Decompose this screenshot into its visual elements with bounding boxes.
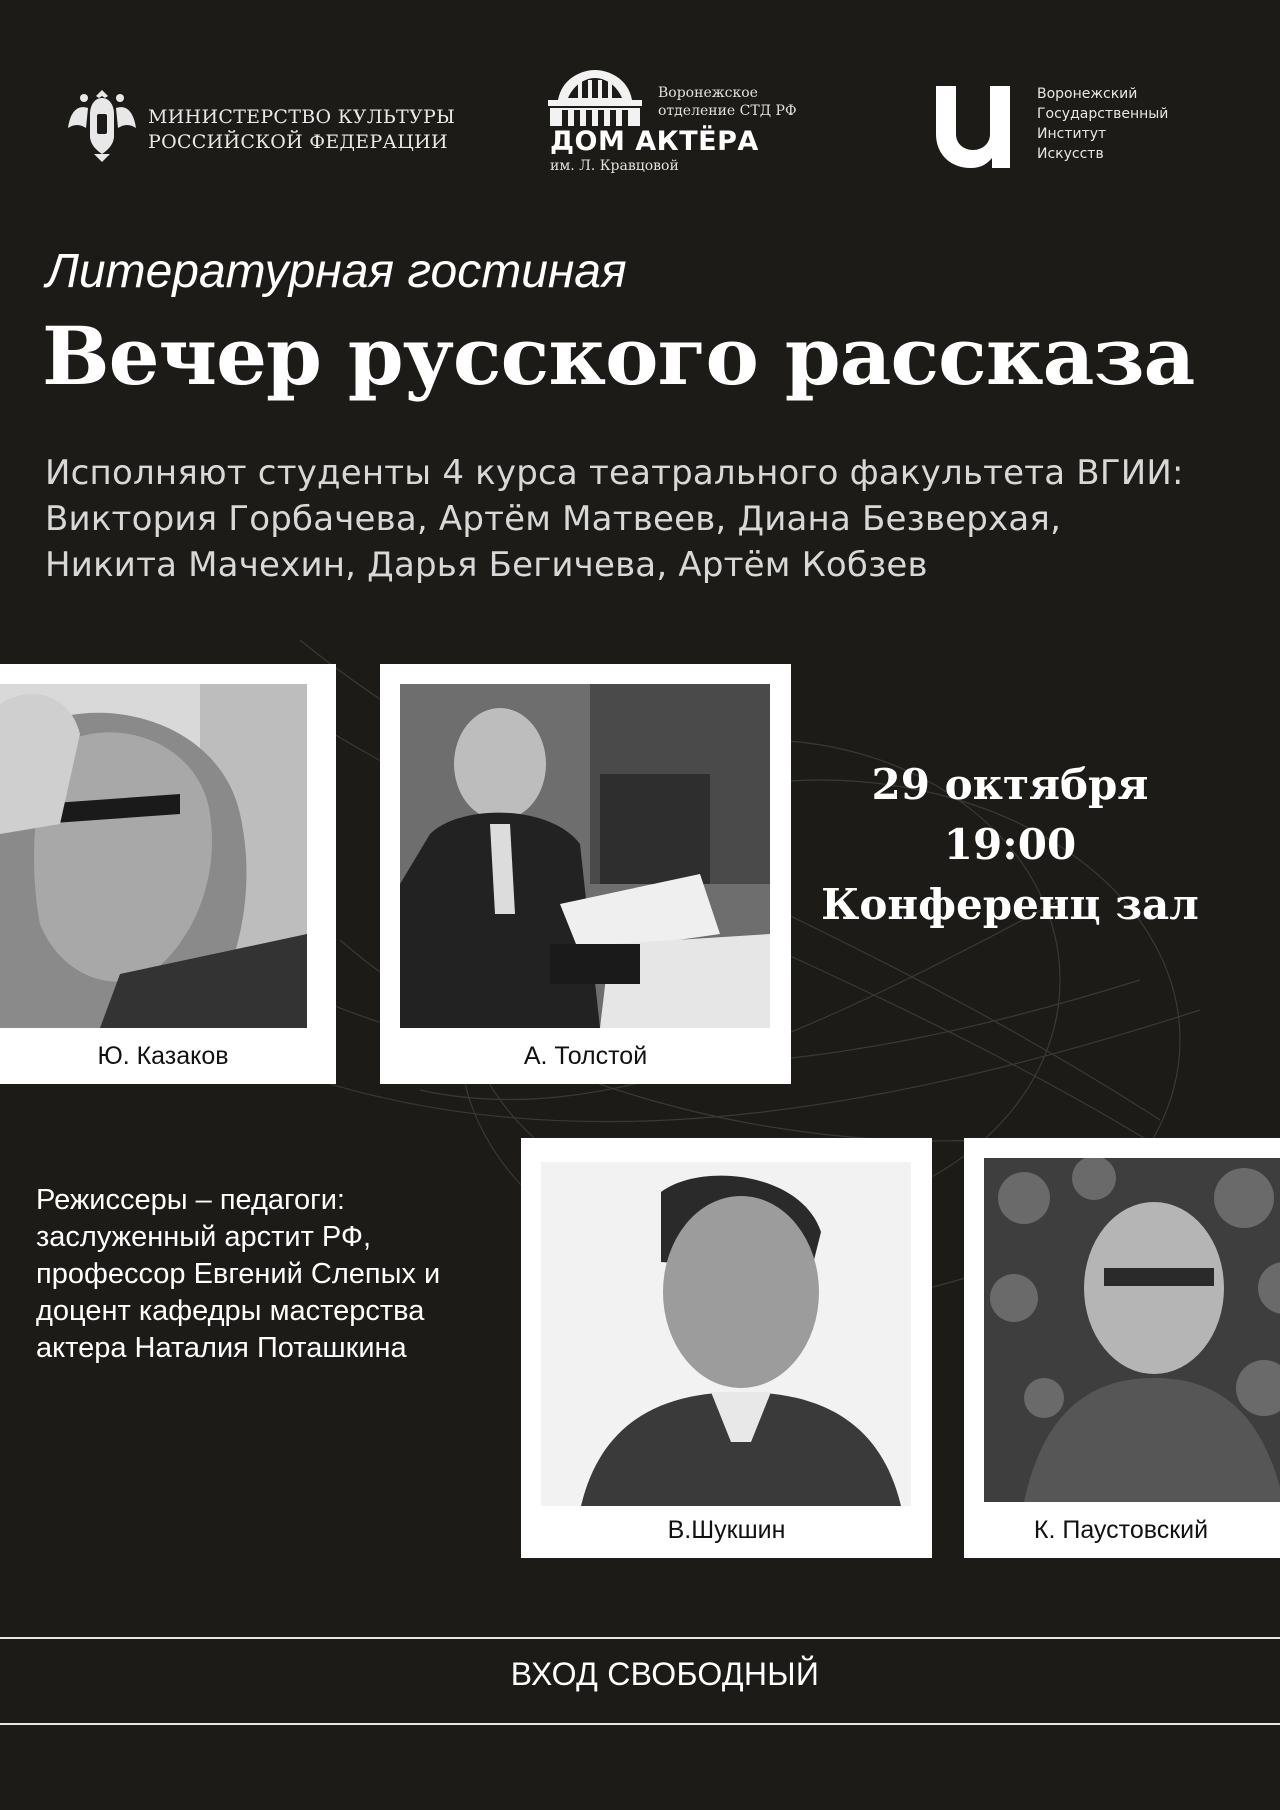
institute-line1: Воронежский [1037,86,1138,102]
performers-line3: Никита Мачехин, Дарья Бегичева, Артём Кобзев [45,545,928,585]
writer-card-kazakov [0,664,336,1084]
institute-name [1037,84,1237,164]
ministry-line2: РОССИЙСКОЙ ФЕДЕРАЦИИ [148,131,448,153]
directors-text [36,1182,516,1367]
directors-line5: актера Наталия Поташкина [36,1332,407,1364]
performers-line2: Виктория Горбачева, Артём Матвеев, Диана Безверхая, [45,499,1062,539]
theatre-building-icon [548,70,642,128]
writer-caption-paustovsky: К. Паустовский [1033,1516,1209,1544]
writer-card-shukshin [521,1138,932,1558]
event-title: Вечер русского рассказа [42,309,1195,403]
event-info [820,755,1200,935]
directors-line4: доцент кафедры мастерства [36,1295,425,1327]
writer-card-tolstoy [380,664,791,1084]
actors-house-dedication: им. Л. Кравцовой [550,158,679,174]
event-time: 19:00 [943,820,1077,869]
ministry-logo [64,84,464,164]
ministry-line1: МИНИСТЕРСТВО КУЛЬТУРЫ [148,106,456,128]
event-date: 29 октября [871,760,1149,809]
institute-logo [936,84,1216,170]
writer-photo-shukshin [541,1162,911,1506]
institute-line2: Государственный [1037,106,1169,122]
actors-house-name: ДОМ АКТЁРА [550,126,759,157]
writer-photo-tolstoy [400,684,770,1028]
branch-line1: Воронежское [658,85,758,101]
u-letter-icon [936,86,1010,168]
writer-caption-shukshin: В.Шукшин [667,1516,786,1544]
writer-caption-kazakov: Ю. Казаков [97,1042,229,1070]
performers-line1: Исполняют студенты 4 курса театрального факультета ВГИИ: [45,453,1184,493]
directors-line2: заслуженный арстит РФ, [36,1221,372,1253]
institute-line3: Институт [1037,126,1107,142]
event-venue: Конференц зал [821,880,1199,929]
free-entry-notice: ВХОД СВОБОДНЫЙ [510,1656,820,1692]
coat-of-arms-icon [64,84,140,164]
event-series-subtitle: Литературная гостиная [46,245,627,298]
institute-line4: Искусств [1037,146,1104,162]
writer-caption-tolstoy: А. Толстой [523,1042,648,1070]
directors-line3: профессор Евгений Слепых и [36,1258,441,1290]
branch-line2: отделение СТД РФ [658,103,797,119]
footer-divider-top [0,1637,1280,1639]
actors-house-logo [548,70,828,176]
actors-house-branch [658,84,838,120]
writer-card-paustovsky [964,1138,1280,1558]
writer-photo-kazakov [0,684,307,1028]
directors-line1: Режиссеры – педагоги: [36,1184,345,1216]
ministry-name [148,105,468,155]
writer-photo-paustovsky [984,1158,1280,1502]
footer-divider-bottom [0,1723,1280,1725]
performers-text [45,450,1265,588]
